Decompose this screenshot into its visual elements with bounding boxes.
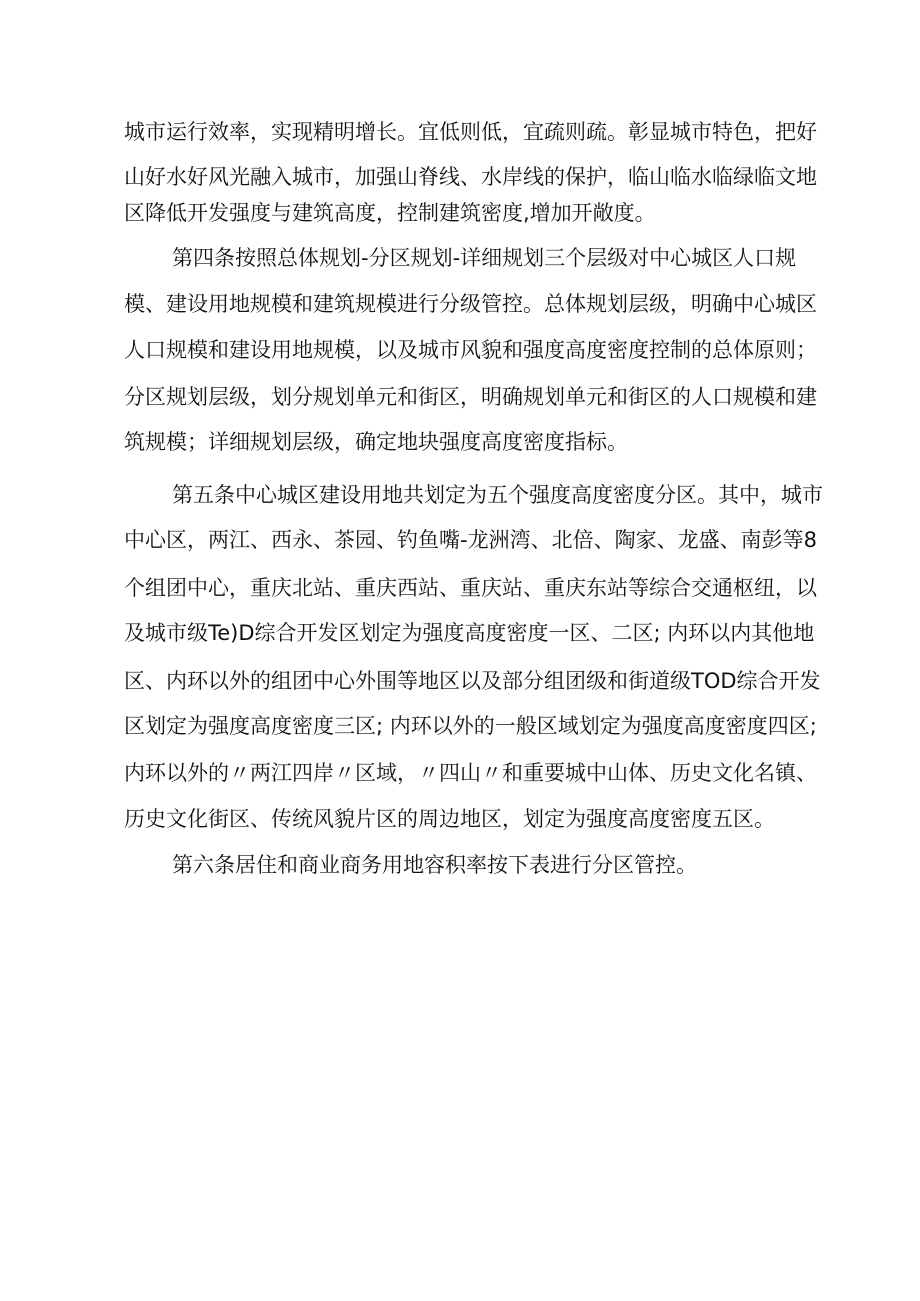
text-line: 第五条中心城区建设用地共划定为五个强度高度密度分区。其中，城市 [172,483,823,507]
text-line: 区划定为强度高度密度三区; 内环以外的一般区域划定为强度高度密度四区; [124,714,817,738]
text-line: 历史文化街区、传统风貌片区的周边地区，划定为强度高度密度五区。 [124,807,775,831]
text-line: 城市运行效率，实现精明增长。宜低则低，宜疏则疏。彰显城市特色，把好 [124,120,817,144]
text-line: 区降低开发强度与建筑高度，控制建筑密度,增加开敞度。 [124,201,656,225]
text-line: 第四条按照总体规划-分区规划-详细规划三个层级对中心城区人口规 [172,246,797,270]
text-line: 及城市级Te)D综合开发区划定为强度高度密度一区、二区; 内环以内其他地 [124,621,815,645]
text-line: 区、内环以外的组团中心外围等地区以及部分组团级和街道级TOD综合开发 [124,669,821,693]
text-line: 模、建设用地规模和建筑规模进行分级管控。总体规划层级，明确中心城区 [124,292,817,316]
text-line: 第六条居住和商业商务用地容积率按下表进行分区管控。 [172,853,697,877]
text-line: 内环以外的〃两江四岸〃区域，〃四山〃和重要城中山体、历史文化名镇、 [124,761,817,785]
text-line: 筑规模；详细规划层级，确定地块强度高度密度指标。 [124,430,628,454]
text-line: 个组团中心，重庆北站、重庆西站、重庆站、重庆东站等综合交通枢纽，以 [124,576,817,600]
text-line: 中心区，两江、西永、茶园、钓鱼嘴-龙洲湾、北倍、陶家、龙盛、南彭等8 [124,528,817,552]
text-line: 人口规模和建设用地规模，以及城市风貌和强度高度密度控制的总体原则； [124,338,817,362]
text-line: 山好水好风光融入城市，加强山脊线、水岸线的保护，临山临水临绿临文地 [124,165,817,189]
text-line: 分区规划层级，划分规划单元和街区，明确规划单元和街区的人口规模和建 [124,385,817,409]
